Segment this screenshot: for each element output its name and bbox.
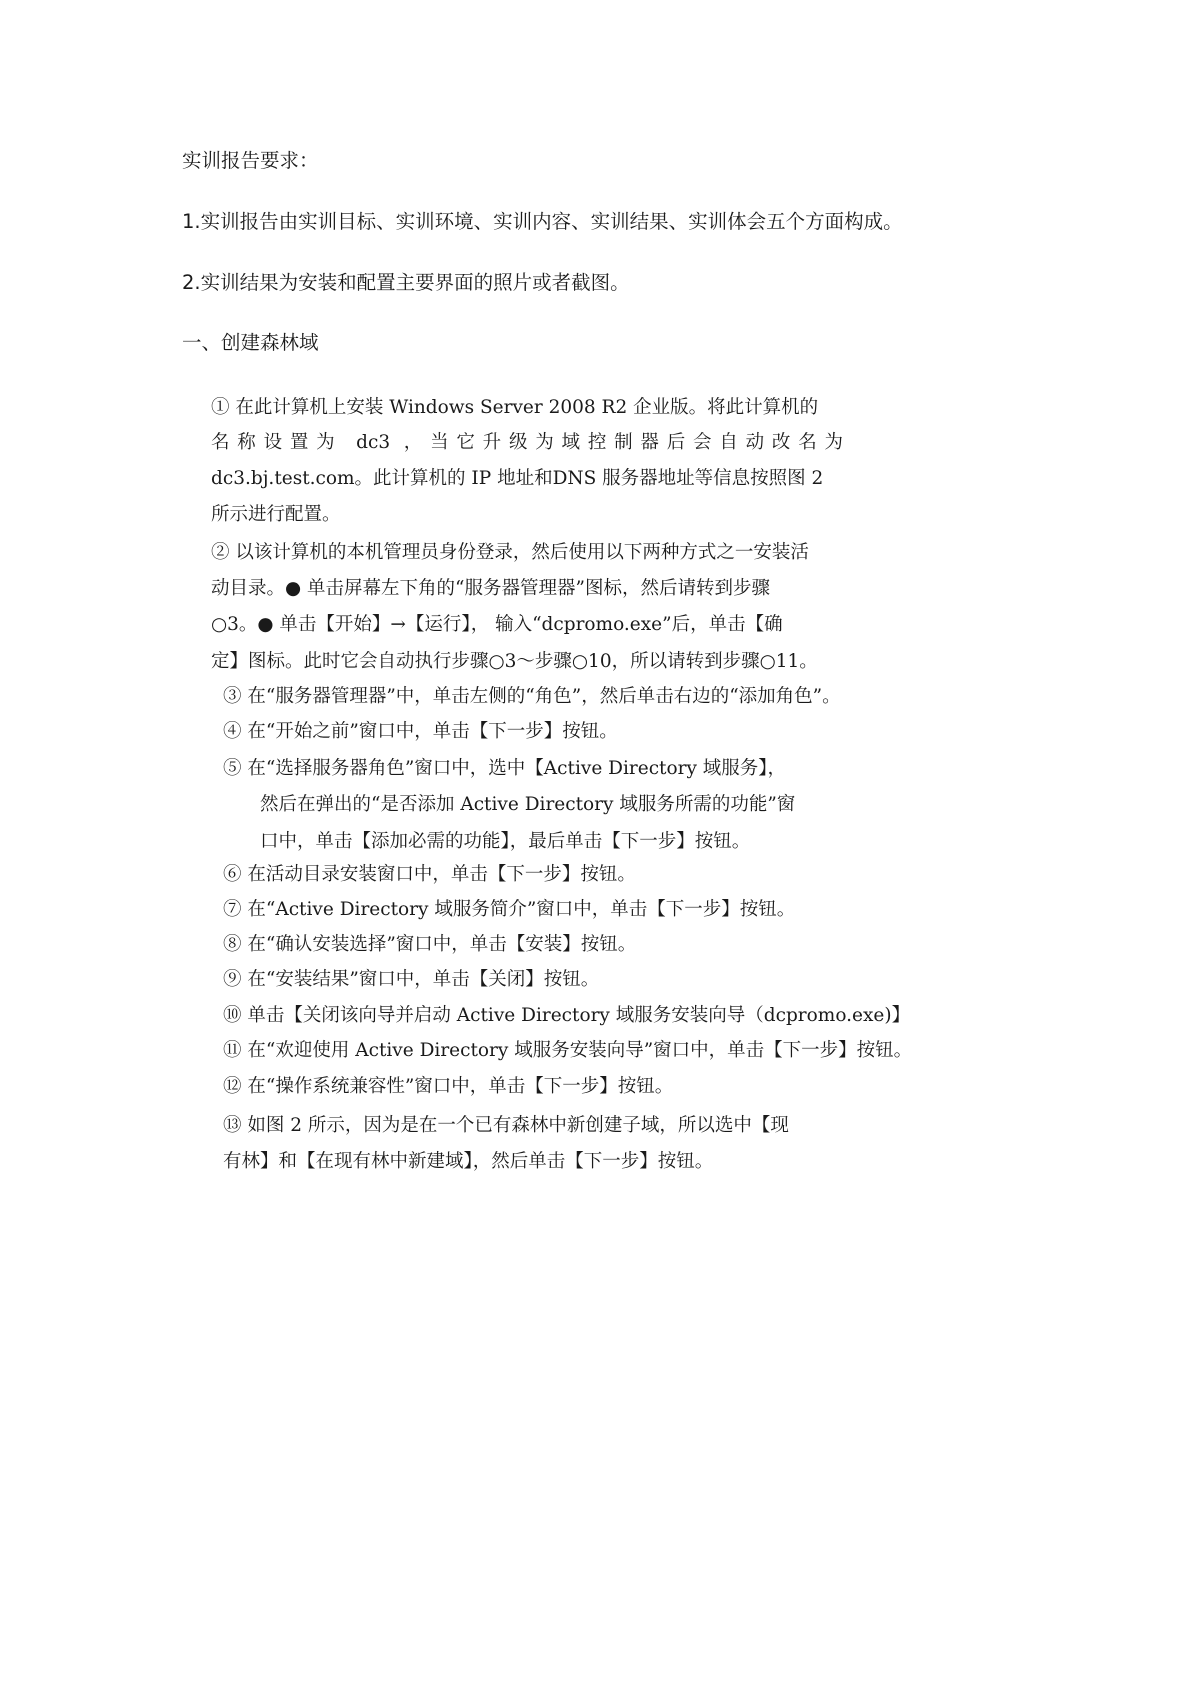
step-2-line-4: 定】图标。此时它会自动执行步骤○3～步骤○10，所以请转到步骤○11。	[211, 651, 818, 672]
step-2-line-1: ② 以该计算机的本机管理员身份登录，然后使用以下两种方式之一安装活	[211, 542, 809, 563]
step-11: ⑪ 在“欢迎使用 Active Directory 域服务安装向导”窗口中，单击【下一步】按钮。	[223, 1040, 913, 1061]
requirement-1: 1.实训报告由实训目标、实训环境、实训内容、实训结果、实训体会五个方面构成。	[182, 210, 903, 233]
step-13-line-1: ⑬ 如图 2 所示，因为是在一个已有森林中新创建子域，所以选中【现	[223, 1115, 789, 1136]
step-8: ⑧ 在“确认安装选择”窗口中，单击【安装】按钮。	[223, 934, 637, 955]
step-4: ④ 在“开始之前”窗口中，单击【下一步】按钮。	[223, 721, 618, 742]
step-1-line-3: dc3.bj.test.com。此计算机的 IP 地址和DNS 服务器地址等信息按照图 2	[211, 468, 824, 489]
step-1-line-4: 所示进行配置。	[211, 504, 341, 525]
step-7: ⑦ 在“Active Directory 域服务简介”窗口中，单击【下一步】按钮。	[223, 899, 796, 920]
section-heading: 一、创建森林域	[182, 331, 319, 354]
step-5-line-1: ⑤ 在“选择服务器角色”窗口中，选中【Active Directory 域服务】，	[223, 758, 787, 779]
step-5-line-2: 然后在弹出的“是否添加 Active Directory 域服务所需的功能”窗	[260, 794, 796, 815]
step-12: ⑫ 在“操作系统兼容性”窗口中，单击【下一步】按钮。	[223, 1076, 674, 1097]
step-1-line-2: 名称设置为 dc3 ，当它升级为域控制器后会自动改名为	[211, 432, 843, 453]
step-5-line-3: 口中，单击【添加必需的功能】，最后单击【下一步】按钮。	[260, 831, 751, 852]
requirement-2: 2.实训结果为安装和配置主要界面的照片或者截图。	[182, 271, 630, 294]
step-13-line-2: 有林】和【在现有林中新建域】，然后单击【下一步】按钮。	[223, 1151, 714, 1172]
step-6: ⑥ 在活动目录安装窗口中，单击【下一步】按钮。	[223, 864, 636, 885]
step-3: ③ 在“服务器管理器”中，单击左侧的“角色”，然后单击右边的“添加角色”。	[223, 686, 841, 707]
step-1-line-1: ① 在此计算机上安装 Windows Server 2008 R2 企业版。将此计算机的	[211, 397, 819, 418]
report-title: 实训报告要求：	[182, 149, 319, 172]
step-10: ⑩ 单击【关闭该向导并启动 Active Directory 域服务安装向导（dcpromo.exe)】	[223, 1005, 911, 1026]
step-2-line-2: 动目录。● 单击屏幕左下角的“服务器管理器”图标，然后请转到步骤	[211, 578, 770, 599]
step-2-line-3: ○3。● 单击【开始】→【运行】， 输入“dcpromo.exe”后，单击【确	[211, 614, 783, 635]
step-9: ⑨ 在“安装结果”窗口中，单击【关闭】按钮。	[223, 969, 600, 990]
